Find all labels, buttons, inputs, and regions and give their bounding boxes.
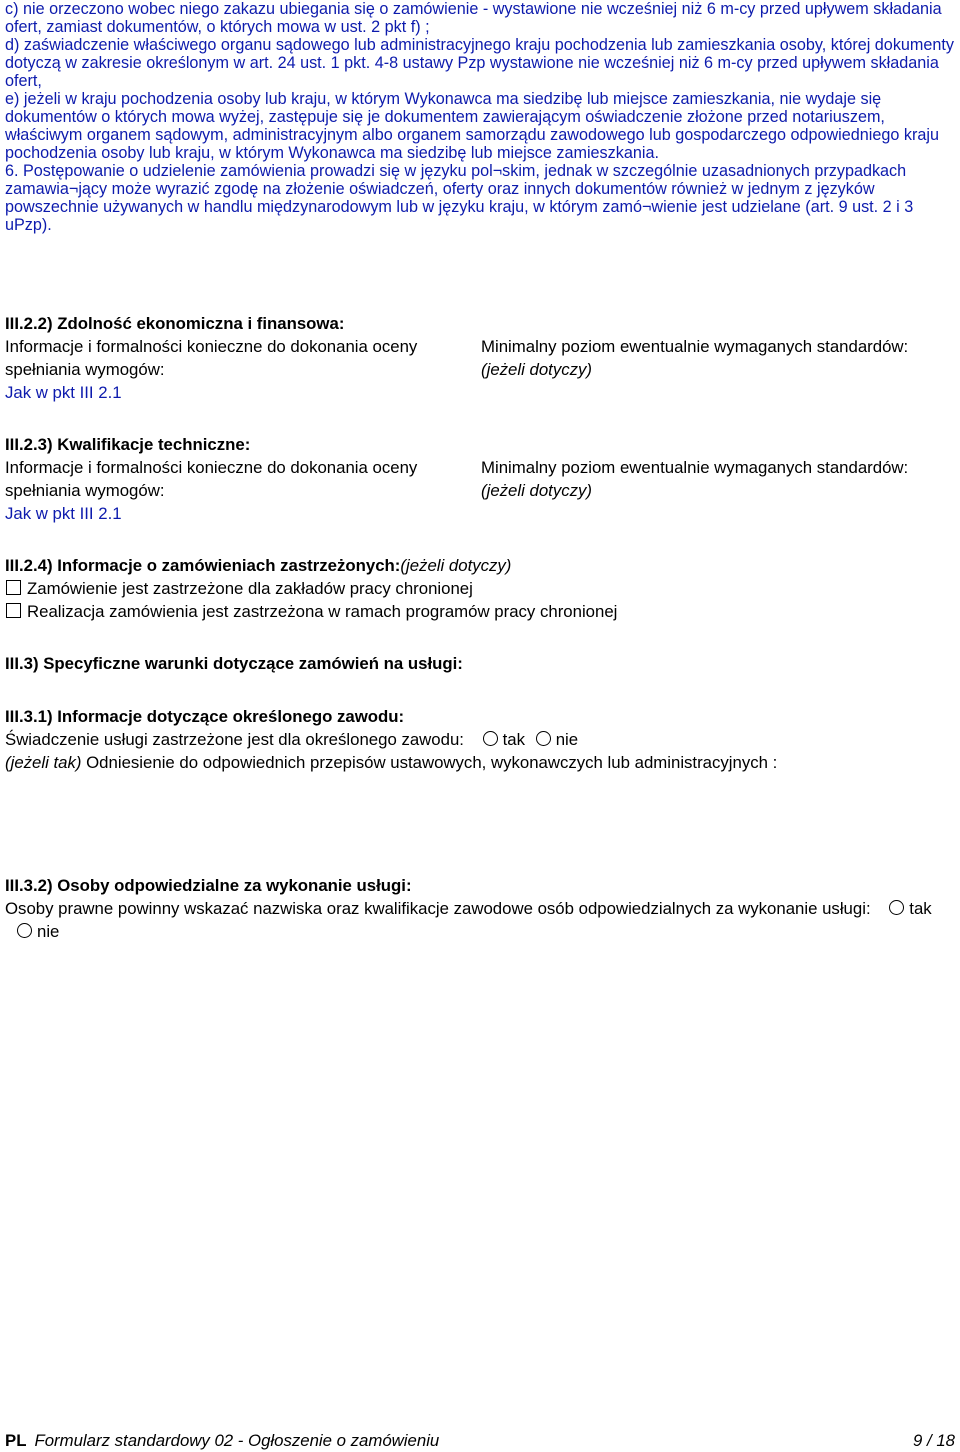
item-e: e) jeżeli w kraju pochodzenia osoby lub kraju, w którym Wykonawca ma siedzibę lub miejsce zamieszkania, nie wydaje się dokumentów o których mowa wyżej, zastępuje się je dokumentem zawierającym oświadczenie złożone przed notariuszem, właściwym organem sądowym, administracyjnym albo organem samorządu zawodowego lub gospodarczego odpowiedniego kraju pochodzenia osoby lub kraju, w którym Wykonawca ma siedzibę lub miejsce zamieszkania. bbox=[5, 90, 939, 162]
form-title: Formularz standardowy 02 - Ogłoszenie o zamówieniu bbox=[34, 1431, 440, 1450]
left-column-label: Informacje i formalności konieczne do dokonania oceny spełniania wymogów: bbox=[5, 337, 418, 379]
item-6: 6. Postępowanie o udzielenie zamówienia prowadzi się w języku pol¬skim, jednak w szczególnie uzasadnionych przypadkach zamawia¬jący może wyrazić zgodę na złożenie oświadczeń, oferty oraz innych dokumentów również w jednym z języków powszechnie używanych w handlu międzynarodowym lub w języku kraju, w którym zamó¬wienie jest udzielane (art. 9 ust. 2 i 3 uPzp). bbox=[5, 162, 914, 234]
section-iii-3 bbox=[5, 652, 955, 675]
radio-nie-icon[interactable] bbox=[17, 923, 32, 938]
section-iii-3-1 bbox=[5, 705, 955, 774]
right-column-label: Minimalny poziom ewentualnie wymaganych standardów: (jeżeli dotyczy) bbox=[481, 337, 909, 379]
page-footer bbox=[5, 1429, 955, 1452]
radio-nie-icon[interactable] bbox=[536, 731, 551, 746]
section-heading: III.3.1) Informacje dotyczące określonego zawodu: bbox=[5, 707, 405, 726]
profession-note: (jeżeli tak) Odniesienie do odpowiednich przepisów ustawowych, wykonawczych lub administracyjnych : bbox=[5, 753, 778, 772]
persons-question: Osoby prawne powinny wskazać nazwiska oraz kwalifikacje zawodowe osób odpowiedzialnych za wykonanie usługi: tak nie bbox=[5, 899, 932, 941]
answer-text: Jak w pkt III 2.1 bbox=[5, 504, 122, 523]
section-iii-3-2 bbox=[5, 874, 955, 943]
radio-tak-icon[interactable] bbox=[889, 900, 904, 915]
right-column-label: Minimalny poziom ewentualnie wymaganych standardów: (jeżeli dotyczy) bbox=[481, 458, 909, 500]
radio-tak-icon[interactable] bbox=[483, 731, 498, 746]
empty-checkbox-icon[interactable] bbox=[6, 580, 21, 595]
section-heading: III.2.2) Zdolność ekonomiczna i finansowa: bbox=[5, 314, 345, 333]
section-heading: III.3) Specyficzne warunki dotyczące zamówień na usługi: bbox=[5, 654, 463, 673]
section-iii-2-2 bbox=[5, 312, 955, 404]
answer-text: Jak w pkt III 2.1 bbox=[5, 383, 122, 402]
requirements-columns bbox=[5, 335, 955, 381]
section-iii-2-4 bbox=[5, 554, 955, 623]
profession-question: Świadczenie usługi zastrzeżone jest dla określonego zawodu: tak nie bbox=[5, 730, 579, 749]
reserved-option-2: Realizacja zamówienia jest zastrzeżona w ramach programów pracy chronionej bbox=[5, 600, 955, 623]
requirements-columns bbox=[5, 456, 955, 502]
section-heading: III.2.3) Kwalifikacje techniczne: bbox=[5, 435, 251, 454]
reserved-option-1: Zamówienie jest zastrzeżone dla zakładów pracy chronionej bbox=[5, 577, 955, 600]
item-d: d) zaświadczenie właściwego organu sądowego lub administracyjnego kraju pochodzenia lub zamieszkania osoby, której dokumenty dotyczą w zakresie określonym w art. 24 ust. 1 pkt. 4-8 ustawy Pzp wystawione nie wcześniej niż 6 m-cy przed upływem składania ofert, bbox=[5, 36, 954, 90]
item-c: c) nie orzeczono wobec niego zakazu ubiegania się o zamówienie - wystawione nie wcześniej niż 6 m-cy przed upływem składania ofert, zamiast dokumentów, o których mowa w ust. 2 pkt f) ; bbox=[5, 0, 942, 36]
left-column-label: Informacje i formalności konieczne do dokonania oceny spełniania wymogów: bbox=[5, 458, 418, 500]
section-heading: III.3.2) Osoby odpowiedzialne za wykonanie usługi: bbox=[5, 876, 412, 895]
empty-checkbox-icon[interactable] bbox=[6, 603, 21, 618]
page-number: 9 / 18 bbox=[913, 1431, 955, 1450]
top-text-block bbox=[5, 0, 955, 234]
language-code: PL bbox=[5, 1431, 27, 1450]
section-iii-2-3 bbox=[5, 433, 955, 525]
section-heading: III.2.4) Informacje o zamówieniach zastrzeżonych:(jeżeli dotyczy) bbox=[5, 556, 512, 575]
